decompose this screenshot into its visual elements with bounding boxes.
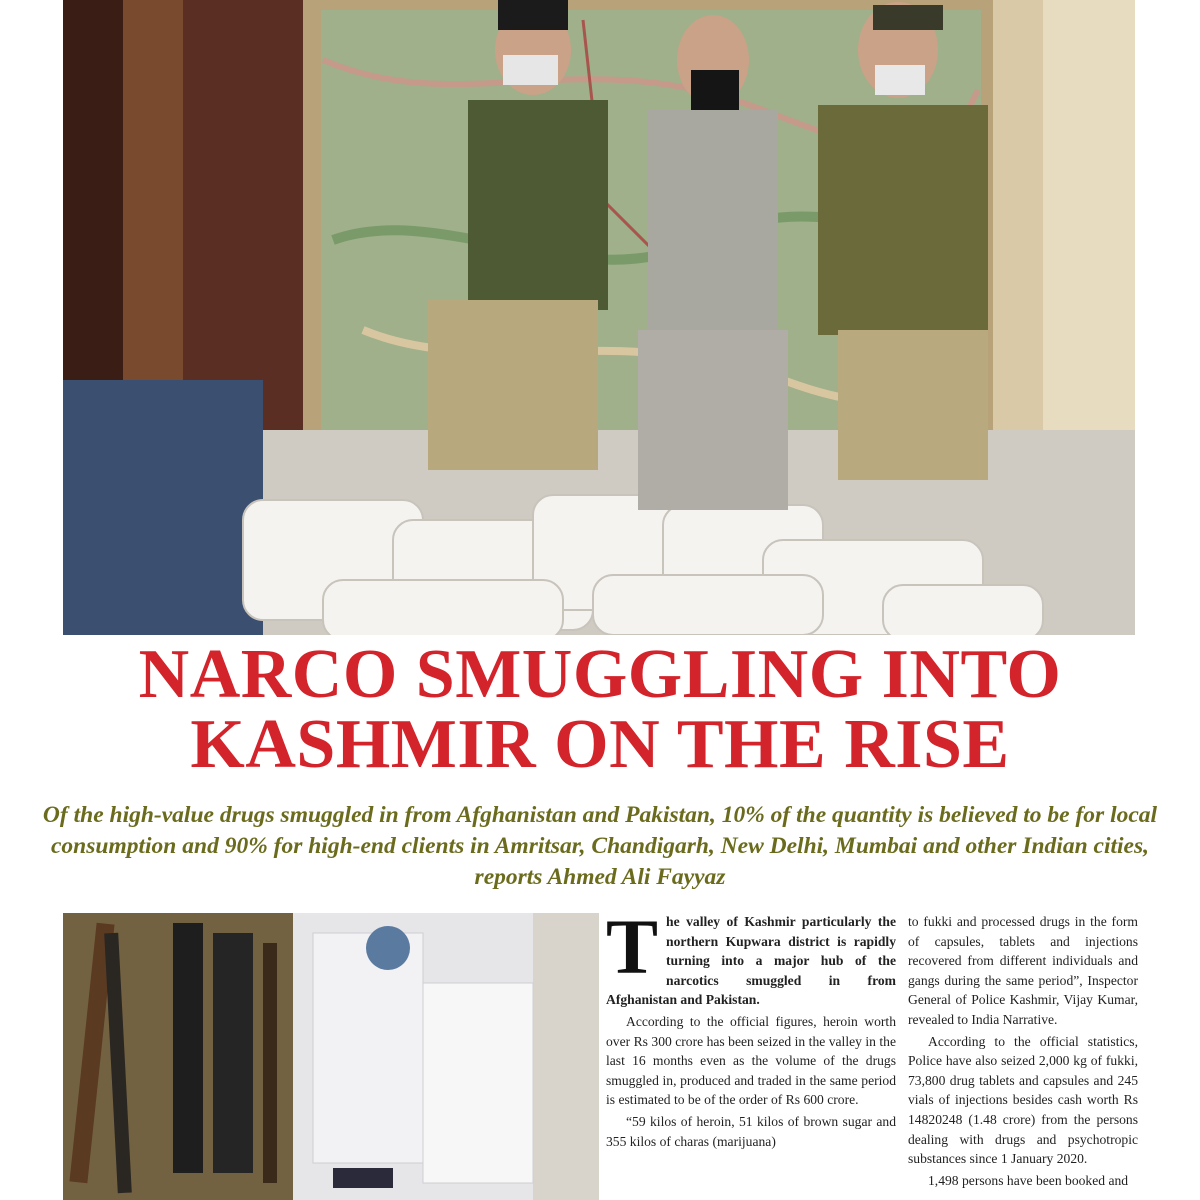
deck-standfirst: Of the high-value drugs smuggled in from Afghanistan and Pakistan, 10% of the quantity is believed to be for local consumption and 90% for high-end clients in Amritsar, Chandigarh, New Delhi, Mumbai and other Indian cities, reports Ahmed Ali Fayyaz [42,802,1158,890]
paragraph: “59 kilos of heroin, 51 kilos of brown sugar and 355 kilos of charas (marijuana) [606,1113,896,1149]
drop-cap: T [606,912,659,990]
headline-line-1: NARCO SMUGGLING INTO [138,636,1062,713]
seized-weapons-photo [63,913,599,1200]
paragraph: According to the official statistics, Police have also seized 2,000 kg of fukki, 73,800 drug tablets and capsules and 245 vials of injections besides cash worth Rs 14820248 (1.48 crore) from the persons dealing with drugs and psychotropic substances since 1 January 2020. [908,1033,1138,1167]
article-column-2 [908,912,1138,1200]
paragraph: According to the official figures, heroin worth over Rs 300 crore has been seized in the valley in the last 16 months even as the volume of the drugs smuggled in, produced and traded in the same period is estimated to be of the order of Rs 600 crore. [606,1013,896,1108]
paragraph: to fukki and processed drugs in the form of capsules, tablets and injections recovered from different individuals and gangs during the same period”, Inspector General of Police Kashmir, Vijay Kumar, revealed to India Narrative. [908,914,1138,1027]
top-news-photo [63,0,1135,635]
lead-paragraph: he valley of Kashmir particularly the northern Kupwara district is rapidly turning into a major hub of the narcotics smuggled in from Afghanistan and Pakistan. [606,914,896,1008]
headline-line-2: KASHMIR ON THE RISE [190,706,1010,783]
headline [0,636,1200,783]
paragraph: 1,498 persons have been booked and [928,1172,1129,1188]
article-column-1 [606,912,896,1200]
